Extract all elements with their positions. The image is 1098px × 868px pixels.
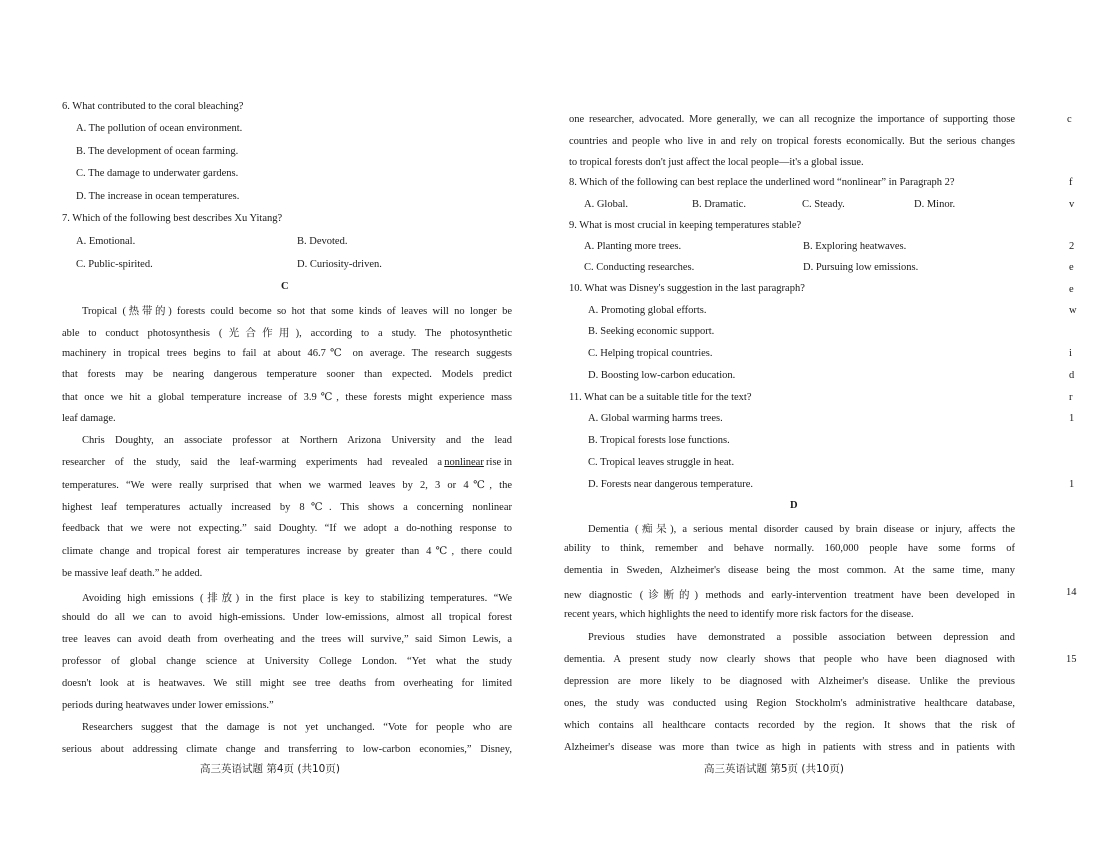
question-10-stem: 10. What was Disney's suggestion in the last paragraph?	[569, 283, 805, 294]
q6-option-c: C. The damage to underwater gardens.	[76, 168, 239, 179]
passage-c-line: doesn't look at is heatwaves. We still might see tree deaths from overheating for limited	[62, 678, 512, 689]
passage-c-line: that once we hit a global temperature increase of 3.9℃, these forests might experience mass	[62, 392, 512, 403]
passage-c-text: researcher of the study, said the leaf-warming experiments had revealed a	[62, 457, 442, 468]
passage-d-line: ones, the study was conducted using Region Stockholm's administrative healthcare database,	[564, 698, 1015, 709]
margin-mark: i	[1069, 348, 1072, 359]
passage-c-line: tree leaves can avoid death from overheating and the trees will survive,” said Simon Lewis, a	[62, 634, 512, 645]
q10-option-b: B. Seeking economic support.	[588, 326, 715, 337]
passage-d-line: depression are more likely to be diagnosed with Alzheimer's disease. Unlike the previous	[564, 676, 1015, 687]
q8-option-d: D. Minor.	[914, 199, 956, 210]
passage-c-cont-line: countries and people who live in and rely on tropical forests economically. But the serious changes	[569, 136, 1015, 147]
passage-c-line: leaf damage.	[62, 413, 116, 424]
passage-c-line: Chris Doughty, an associate professor at Northern Arizona University and the lead	[82, 435, 512, 446]
q6-option-b: B. The development of ocean farming.	[76, 146, 239, 157]
passage-c-line: Avoiding high emissions (排放) in the first place is key to stabilizing temperatures. “We	[82, 593, 512, 604]
passage-c-line: temperatures. “We were really surprised that when we warmed leaves by 2, 3 or 4℃, the	[62, 480, 512, 491]
q10-option-a: A. Promoting global efforts.	[588, 305, 707, 316]
margin-mark: 15	[1066, 654, 1077, 665]
passage-c-line: Tropical (热带的) forests could become so hot that some kinds of leaves will no longer be	[82, 306, 512, 317]
q11-option-a: A. Global warming harms trees.	[588, 413, 723, 424]
passage-d-line: Alzheimer's disease was more than twice as high in patients with stress and in patients with	[564, 742, 1015, 753]
q10-option-d: D. Boosting low-carbon education.	[588, 370, 736, 381]
passage-d-line: dementia. A present study now clearly shows that people who have been diagnosed with	[564, 654, 1015, 665]
passage-c-line	[62, 457, 512, 468]
passage-c-line: Researchers suggest that the damage is not yet unchanged. “Vote for people who are	[82, 722, 512, 733]
q9-option-a: A. Planting more trees.	[584, 241, 682, 252]
passage-d-line: Previous studies have demonstrated a possible association between depression and	[588, 632, 1015, 643]
passage-c-text: rise in	[486, 457, 512, 468]
page-footer: 高三英语试题 第5页 (共10页)	[704, 763, 844, 775]
q7-option-a: A. Emotional.	[76, 236, 136, 247]
q7-option-b: B. Devoted.	[297, 236, 348, 247]
q7-option-c: C. Public-spirited.	[76, 259, 153, 270]
passage-c-line: that forests may be nearing dangerous temperature sooner than expected. Models predict	[62, 369, 512, 380]
passage-c-line: machinery in tropical trees begins to fail at about 46.7℃ on average. The research suggests	[62, 348, 512, 359]
margin-mark: 14	[1066, 587, 1077, 598]
passage-c-line: able to conduct photosynthesis (光合作用), according to a study. The photosynthetic	[62, 328, 512, 339]
passage-d-line: ability to think, remember and behave normally. 160,000 people have some forms of	[564, 543, 1015, 554]
q11-option-d: D. Forests near dangerous temperature.	[588, 479, 754, 490]
margin-mark: r	[1069, 392, 1073, 403]
passage-d-line: dementia in Sweden, Alzheimer's disease being the most common. At the same time, many	[564, 565, 1015, 576]
passage-c-line: highest leaf temperatures actually increased by 8℃. This shows a concerning nonlinear	[62, 502, 512, 513]
passage-c-cont-line: to tropical forests don't just affect the local people—it's a global issue.	[569, 157, 864, 168]
q11-option-c: C. Tropical leaves struggle in heat.	[588, 457, 735, 468]
margin-mark: e	[1069, 284, 1074, 295]
passage-d-line: new diagnostic (诊断的) methods and early-intervention treatment have been developed in	[564, 590, 1015, 601]
passage-c-line: should do all we can to avoid high-emissions. Under low-emissions, almost all tropical forest	[62, 612, 512, 623]
q9-option-b: B. Exploring heatwaves.	[803, 241, 907, 252]
q8-option-b: B. Dramatic.	[692, 199, 746, 210]
passage-c-cont-line: one researcher, advocated. More generally, we can all recognize the importance of supporting those	[569, 114, 1015, 125]
passage-c-line: feedback that we were not expecting.” said Doughty. “If we adopt a do-nothing response to	[62, 523, 512, 534]
passage-c-line: climate change and tropical forest air temperatures increase by greater than 4℃, there could	[62, 546, 512, 557]
passage-c-line: be massive leaf death.” he added.	[62, 568, 203, 579]
question-6-stem: 6. What contributed to the coral bleaching?	[62, 101, 244, 112]
q9-option-c: C. Conducting researches.	[584, 262, 695, 273]
passage-d-line: recent years, which highlights the need to identify more risk factors for the disease.	[564, 609, 914, 620]
margin-mark: 1	[1069, 479, 1075, 490]
question-9-stem: 9. What is most crucial in keeping temperatures stable?	[569, 220, 802, 231]
passage-d-line: which contains all healthcare contacts recorded by the region. It shows that the risk of	[564, 720, 1015, 731]
margin-mark: c	[1067, 114, 1072, 125]
section-d-heading: D	[790, 500, 798, 511]
passage-c-line: serious about addressing climate change and transferring to low-carbon economies,” Disney,	[62, 744, 512, 755]
passage-c-line: periods during heatwaves under lower emissions.”	[62, 700, 274, 711]
q9-option-d: D. Pursuing low emissions.	[803, 262, 919, 273]
q8-option-a: A. Global.	[584, 199, 629, 210]
q7-option-d: D. Curiosity-driven.	[297, 259, 382, 270]
q6-option-a: A. The pollution of ocean environment.	[76, 123, 243, 134]
margin-mark: w	[1069, 305, 1077, 316]
q6-option-d: D. The increase in ocean temperatures.	[76, 191, 240, 202]
passage-c-line: professor of global change science at University College London. “Yet what the study	[62, 656, 512, 667]
page-footer: 高三英语试题 第4页 (共10页)	[200, 763, 340, 775]
margin-mark: 1	[1069, 413, 1075, 424]
margin-mark: v	[1069, 199, 1075, 210]
margin-mark: e	[1069, 262, 1074, 273]
underlined-word-nonlinear: nonlinear	[444, 457, 484, 468]
question-11-stem: 11. What can be a suitable title for the text?	[569, 392, 752, 403]
passage-d-line: Dementia (痴呆), a serious mental disorder caused by brain disease or injury, affects the	[588, 524, 1015, 535]
margin-mark: 2	[1069, 241, 1075, 252]
q8-option-c: C. Steady.	[802, 199, 845, 210]
q11-option-b: B. Tropical forests lose functions.	[588, 435, 730, 446]
question-8-stem: 8. Which of the following can best replace the underlined word “nonlinear” in Paragraph 2?	[569, 177, 955, 188]
question-7-stem: 7. Which of the following best describes Xu Yitang?	[62, 213, 283, 224]
q10-option-c: C. Helping tropical countries.	[588, 348, 713, 359]
margin-mark: f	[1069, 177, 1073, 188]
margin-mark: d	[1069, 370, 1075, 381]
section-c-heading: C	[281, 281, 289, 292]
